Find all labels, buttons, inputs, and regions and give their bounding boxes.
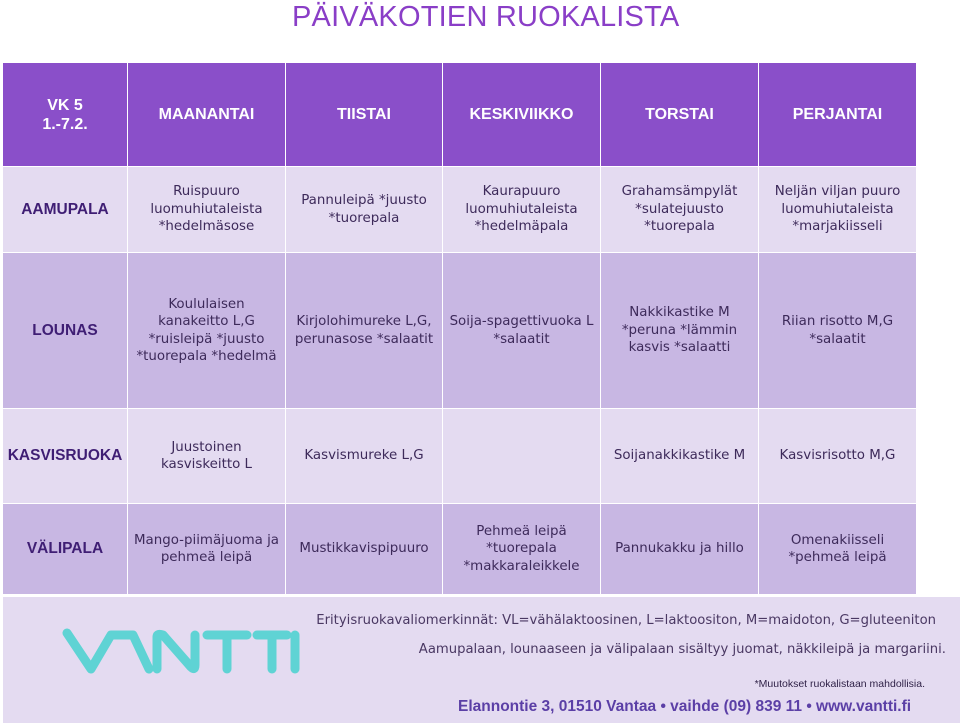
- menu-item-text: [134, 532, 279, 567]
- day-header-friday: PERJANTAI: [759, 63, 917, 167]
- week-dates: 1.-7.2.: [42, 115, 88, 133]
- menu-table: [3, 63, 960, 595]
- menu-item-line: Pannuleipä *juusto: [301, 193, 427, 208]
- menu-item-line: Omenakiisseli: [790, 532, 885, 548]
- menu-item-line: Grahamsämpylät: [621, 184, 738, 200]
- menu-cell-aamupala-thursday: [601, 167, 759, 253]
- week-number: VK 5: [47, 96, 83, 114]
- menu-item-line: Nakkikastike M: [629, 305, 730, 321]
- row-label-kasvisruoka: KASVISRUOKA: [3, 409, 128, 504]
- menu-cell-aamupala-monday: [128, 167, 286, 253]
- menu-cell-valipala-monday: [128, 504, 286, 595]
- menu-item-line: Juustoinen kasviskeitto L: [161, 439, 252, 472]
- menu-item-text: [447, 523, 596, 576]
- menu-item-line: *tuorepala: [644, 219, 715, 235]
- menu-item-text: [132, 296, 281, 366]
- menu-item-text: [622, 304, 737, 357]
- vantti-logo-icon: [61, 621, 301, 679]
- menu-item-line: luomuhiutaleista: [150, 201, 263, 217]
- changes-note: *Muutokset ruokalistaan mahdollisia.: [754, 678, 925, 690]
- menu-item-line: Pannukakku ja hillo: [615, 541, 744, 557]
- menu-item-text: [465, 183, 577, 236]
- menu-cell-kasvisruoka-wednesday: [443, 409, 601, 504]
- menu-cell-lounas-tuesday: [286, 253, 443, 409]
- page-title: PÄIVÄKOTIEN RUOKALISTA: [292, 1, 680, 33]
- menu-item-line: Mustikkavispipuuro: [299, 541, 429, 557]
- menu-item-text: [132, 439, 281, 474]
- menu-item-line: luomuhiutaleista: [781, 201, 894, 217]
- vantti-logo: [61, 621, 301, 683]
- menu-item-text: [295, 313, 433, 348]
- menu-item-text: [780, 447, 896, 465]
- menu-item-line: *peruna *lämmin: [621, 322, 738, 338]
- menu-item-line: *salaatit: [493, 331, 550, 347]
- week-cell: [3, 63, 128, 167]
- menu-item-text: [788, 532, 886, 567]
- day-header-wednesday: KESKIVIIKKO: [443, 63, 601, 167]
- menu-item-text: [775, 183, 901, 236]
- menu-item-line: Neljän viljan puuro: [774, 184, 901, 200]
- menu-item-line: Soijanakkikastike M: [613, 448, 746, 464]
- menu-item-line: *hedelmäpala: [474, 219, 569, 235]
- menu-cell-valipala-thursday: [601, 504, 759, 595]
- menu-item-text: [782, 313, 893, 348]
- menu-item-text: [614, 447, 745, 465]
- menu-item-line: luomuhiutaleista: [465, 201, 578, 217]
- menu-item-line: Mango-piimäjuoma ja: [133, 532, 280, 548]
- menu-item-text: [622, 183, 738, 236]
- menu-item-line: *salaatit: [809, 331, 866, 347]
- menu-item-line: Kasvisrisotto M,G: [779, 448, 896, 464]
- menu-cell-aamupala-tuesday: [286, 167, 443, 253]
- address-text: Elannontie 3, 01510 Vantaa • vaihde (09) 839 11 • www.vantti.fi: [458, 698, 912, 715]
- menu-cell-kasvisruoka-friday: [759, 409, 917, 504]
- menu-item-line: *ruisleipä *juusto: [148, 331, 265, 347]
- menu-cell-valipala-wednesday: [443, 504, 601, 595]
- menu-item-line: Kasvismureke L,G: [304, 448, 424, 464]
- row-label-lounas: LOUNAS: [3, 253, 128, 409]
- day-header-thursday: TORSTAI: [601, 63, 759, 167]
- menu-cell-valipala-friday: [759, 504, 917, 595]
- menu-item-line: *makkaraleikkele: [463, 558, 580, 574]
- menu-item-line: *tuorepala *hedelmä: [136, 349, 277, 364]
- menu-item-line: Riian risotto M,G: [781, 314, 894, 329]
- menu-item-text: [615, 540, 744, 558]
- menu-item-text: [304, 447, 423, 465]
- menu-item-line: kasvis *salaatti: [628, 340, 731, 356]
- footer: [3, 597, 960, 723]
- menu-item-line: *sulatejuusto: [635, 201, 724, 217]
- menu-item-line: *tuorepala: [328, 210, 400, 226]
- row-label-valipala: VÄLIPALA: [3, 504, 128, 595]
- menu-cell-kasvisruoka-thursday: [601, 409, 759, 504]
- menu-item-line: Kaurapuuro: [482, 184, 561, 200]
- menu-item-line: *pehmeä leipä: [788, 550, 887, 565]
- row-label-aamupala: AAMUPALA: [3, 167, 128, 253]
- special-diets-note: Erityisruokavaliomerkinnät: VL=vähälaktoosinen, L=laktoositon, M=maidoton, G=gluteeniton: [316, 613, 936, 628]
- menu-item-line: perunasose *salaatit: [294, 331, 434, 347]
- menu-item-line: *hedelmäsose: [158, 219, 255, 235]
- menu-cell-valipala-tuesday: [286, 504, 443, 595]
- menu-item-text: [299, 540, 428, 558]
- menu-cell-kasvisruoka-monday: [128, 409, 286, 504]
- menu-cell-lounas-friday: [759, 253, 917, 409]
- menu-cell-aamupala-wednesday: [443, 167, 601, 253]
- menu-item-line: *marjakiisseli: [792, 219, 883, 235]
- menu-cell-aamupala-friday: [759, 167, 917, 253]
- menu-item-line: Ruispuuro: [173, 184, 240, 200]
- menu-item-text: [150, 183, 262, 236]
- menu-cell-lounas-wednesday: [443, 253, 601, 409]
- menu-item-line: Soija-spagettivuoka L: [449, 314, 594, 329]
- day-header-tuesday: TIISTAI: [286, 63, 443, 167]
- menu-item-line: Pehmeä leipä *tuorepala: [476, 523, 567, 557]
- menu-cell-lounas-thursday: [601, 253, 759, 409]
- menu-item-line: Kirjolohimureke L,G,: [296, 314, 432, 329]
- menu-item-line: pehmeä leipä: [160, 550, 253, 565]
- menu-item-text: [450, 313, 594, 348]
- menu-cell-kasvisruoka-tuesday: [286, 409, 443, 504]
- included-items-note: Aamupalaan, lounaaseen ja välipalaan sisältyy juomat, näkkileipä ja margariini.: [418, 642, 946, 657]
- menu-item-line: Koululaisen kanakeitto L,G: [158, 296, 255, 329]
- menu-cell-lounas-monday: [128, 253, 286, 409]
- day-header-monday: MAANANTAI: [128, 63, 286, 167]
- menu-item-text: [301, 192, 427, 227]
